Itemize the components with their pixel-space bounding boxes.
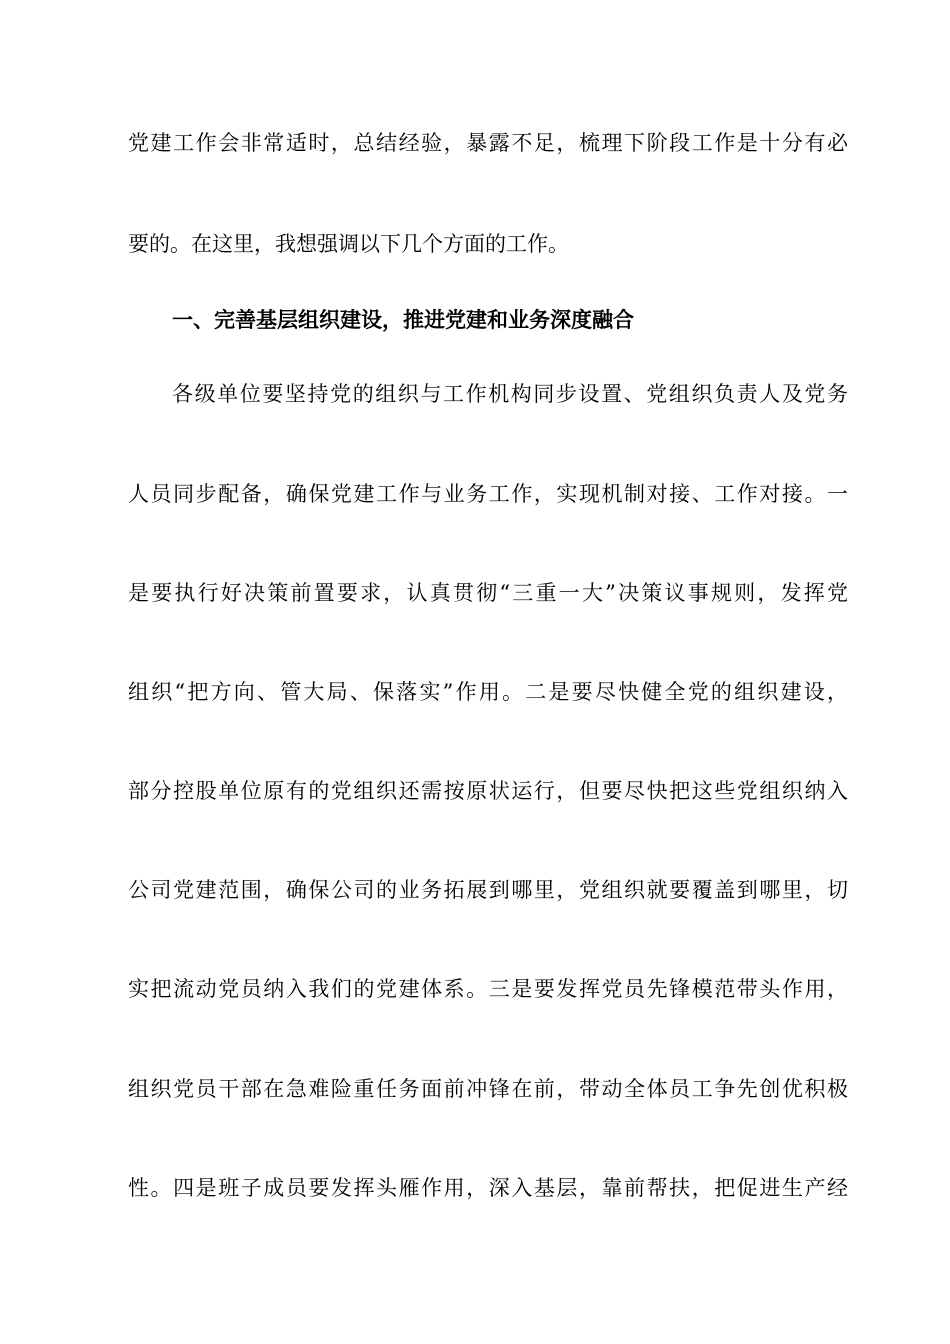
body-text-line-1: 党建工作会非常适时，总结经验，暴露不足，梳理下阶段工作是十分有必: [128, 131, 848, 155]
body-text-line-8: 公司党建范围，确保公司的业务拓展到哪里，党组织就要覆盖到哪里，切: [128, 878, 848, 902]
body-text-line-11: 性。四是班子成员要发挥头雁作用，深入基层，靠前帮扶，把促进生产经: [128, 1176, 848, 1200]
section-heading: 一、完善基层组织建设，推进党建和业务深度融合: [172, 307, 634, 332]
body-text-line-10: 组织党员干部在急难险重任务面前冲锋在前，带动全体员工争先创优积极: [128, 1077, 848, 1101]
body-text-line-4: 人员同步配备，确保党建工作与业务工作，实现机制对接、工作对接。一: [128, 482, 848, 506]
body-text-line-9: 实把流动党员纳入我们的党建体系。三是要发挥党员先锋模范带头作用，: [128, 977, 848, 1001]
body-text-line-7: 部分控股单位原有的党组织还需按原状运行，但要尽快把这些党组织纳入: [128, 779, 848, 803]
body-text-line-6: 组织“把方向、管大局、保落实”作用。二是要尽快健全党的组织建设，: [128, 680, 848, 704]
body-text-line-3: 各级单位要坚持党的组织与工作机构同步设置、党组织负责人及党务: [172, 382, 848, 406]
body-text-line-5: 是要执行好决策前置要求，认真贯彻“三重一大”决策议事规则，发挥党: [128, 581, 848, 605]
body-text-line-2: 要的。在这里，我想强调以下几个方面的工作。: [128, 232, 569, 256]
